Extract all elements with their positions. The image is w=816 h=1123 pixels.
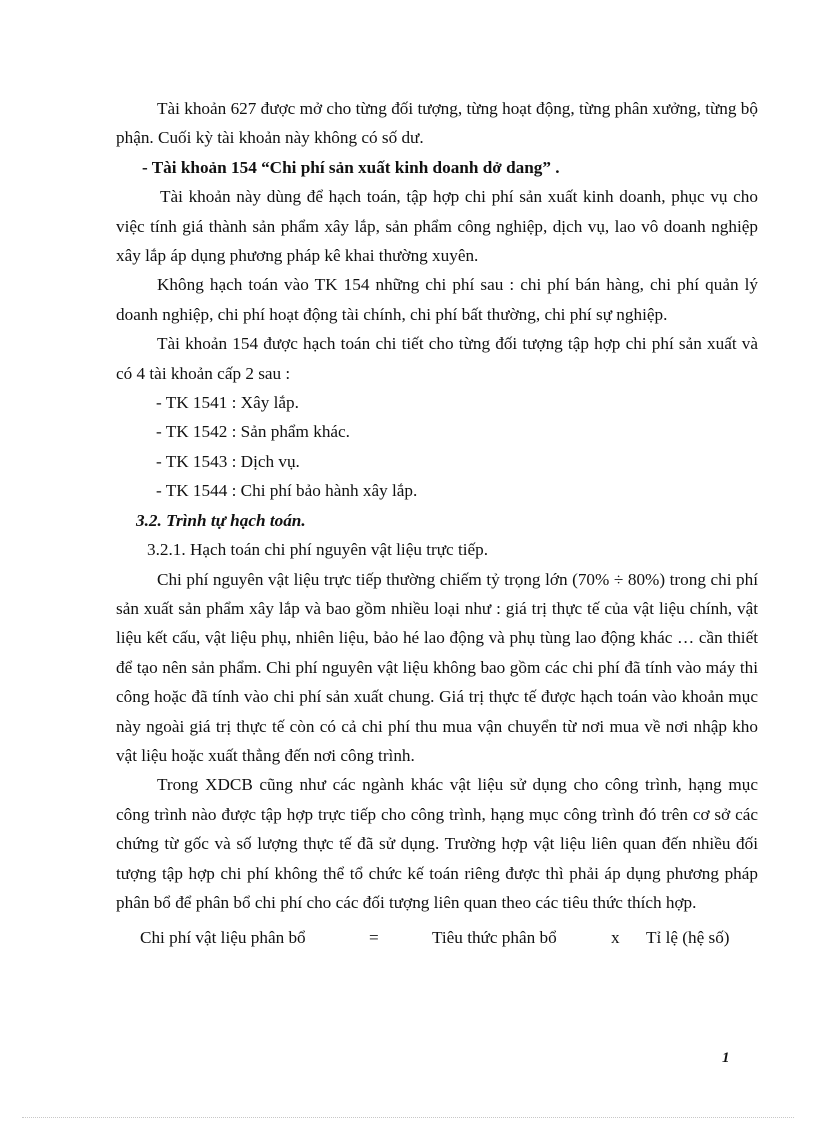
paragraph-tk154-detail: Tài khoản 154 được hạch toán chi tiết cho từng đối tượng tập hợp chi phí sản xuất và có 4 tài khoản cấp 2 sau : — [116, 334, 758, 383]
heading-tk154: - Tài khoản 154 “Chi phí sản xuất kinh doanh dở dang” . — [142, 157, 560, 177]
formula-equals-sign: = — [369, 928, 379, 948]
subsection-heading-3-2-1: 3.2.1. Hạch toán chi phí nguyên vật liệu trực tiếp. — [147, 540, 489, 560]
paragraph-tk154-purpose: Tài khoản này dùng để hạch toán, tập hợp chi phí sản xuất kinh doanh, phục vụ cho việc tính giá thành sản phẩm xây lắp, sản phẩm công nghiệp, dịch vụ, lao vô doanh nghiệp xây lắp áp dụng phương pháp kê khai thường xuyên. — [116, 187, 758, 266]
page-number: 1 — [722, 1050, 730, 1066]
list-item-tk1543: - TK 1543 : Dịch vụ. — [156, 451, 300, 471]
list-item-tk1542: - TK 1542 : Sản phẩm khác. — [156, 422, 350, 442]
page-bottom-divider — [22, 1117, 794, 1118]
page-content — [116, 94, 758, 963]
allocation-formula — [116, 923, 758, 963]
paragraph-tk627: Tài khoản 627 được mở cho từng đối tượng, từng hoạt động, từng phân xưởng, từng bộ phận. Cuối kỳ tài khoản này không có số dư. — [116, 99, 758, 148]
list-item-tk1541: - TK 1541 : Xây lắp. — [156, 393, 299, 413]
formula-right-term: Tỉ lệ (hệ số) — [646, 928, 730, 948]
section-heading-3-2: 3.2. Trình tự hạch toán. — [136, 510, 306, 530]
paragraph-material-costs: Chi phí nguyên vật liệu trực tiếp thường chiếm tỷ trọng lớn (70% ÷ 80%) trong chi phí sản xuất sản phẩm xây lắp và bao gồm nhiều loại như : giá trị thực tế của vật liệu chính, vật liệu kết cấu, vật liệu phụ, nhiên liệu, bảo hé lao động và phụ tùng lao động khác … cần thiết để tạo nên sản phẩm. Chi phí nguyên vật liệu không bao gồm các chi phí đã tính vào máy thi công hoặc đã tính vào chi phí sản xuất chung. Giá trị thực tế được hạch toán vào khoản mục này ngoài giá trị thực tế còn có cả chi phí thu mua vận chuyển từ nơi mua về nơi nhập kho vật liệu hoặc xuất thẳng đến nơi công trình. — [116, 569, 758, 765]
list-item-tk1544: - TK 1544 : Chi phí bảo hành xây lắp. — [156, 481, 418, 501]
formula-multiply-sign: x — [611, 928, 620, 948]
paragraph-tk154-exclusions: Không hạch toán vào TK 154 những chi phí sau : chi phí bán hàng, chi phí quản lý doanh nghiệp, chi phí hoạt động tài chính, chi phí bất thường, chi phí sự nghiệp. — [116, 275, 758, 324]
formula-left-term: Chi phí vật liệu phân bổ — [140, 928, 306, 948]
formula-middle-term: Tiêu thức phân bổ — [432, 928, 557, 948]
paragraph-xdcb-allocation: Trong XDCB cũng như các ngành khác vật liệu sử dụng cho công trình, hạng mục công trình nào được tập hợp trực tiếp cho công trình, hạng mục công trình đó trên cơ sở các chứng từ gốc và số lượng thực tế đã sử dụng. Trường hợp vật liệu liên quan đến nhiều đối tượng tập hợp chi phí không thể tổ chức kế toán riêng được thì phải áp dụng phương pháp phân bổ để phân bổ chi phí cho các đối tượng liên quan theo các tiêu thức thích hợp. — [116, 775, 758, 912]
